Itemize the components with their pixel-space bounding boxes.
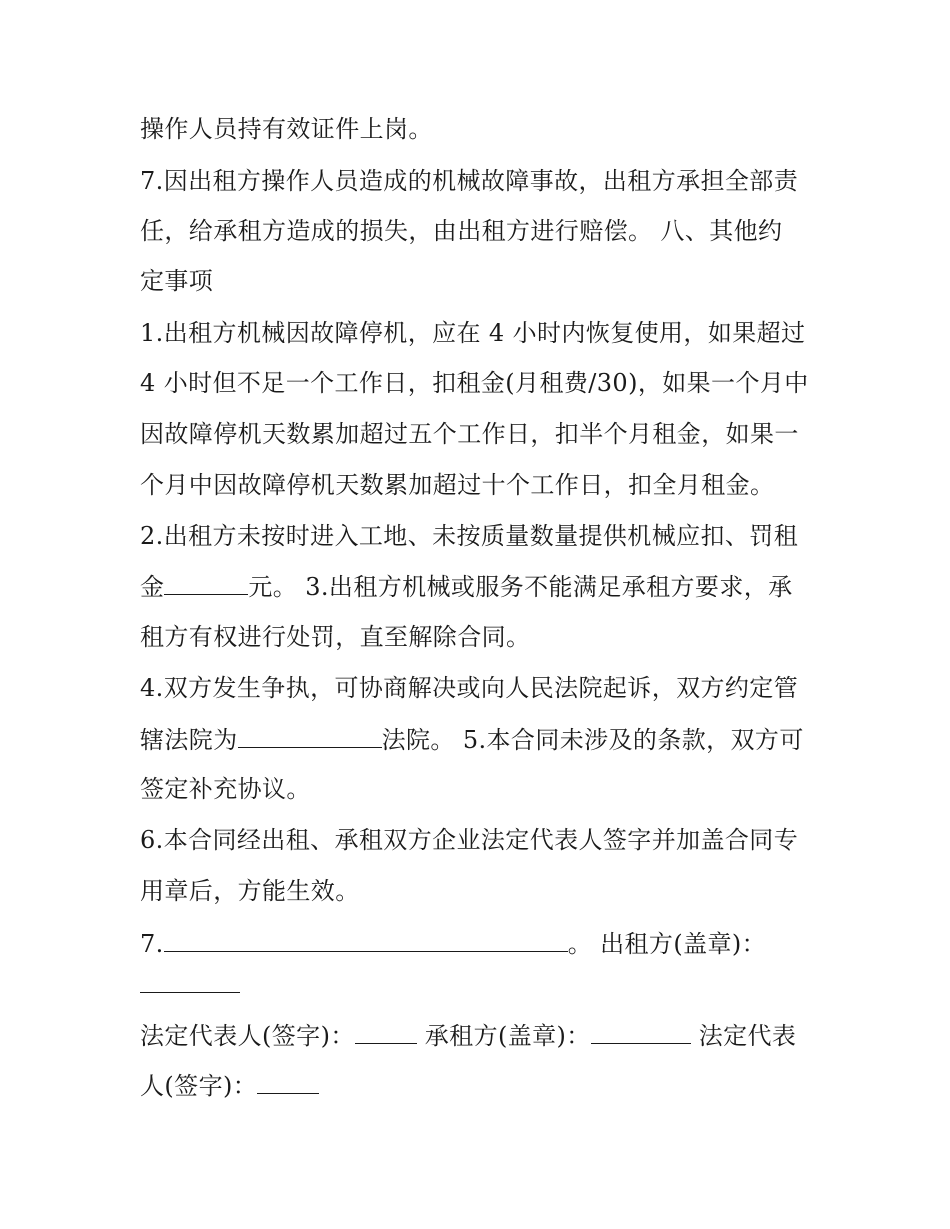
text-line: 签定补充协议。 bbox=[140, 775, 311, 803]
text-segment: 辖法院为 bbox=[140, 726, 238, 754]
text-segment: 。 出租方(盖章)： bbox=[567, 930, 767, 958]
text-line: 因故障停机天数累加超过五个工作日，扣半个月租金，如果一 bbox=[140, 420, 799, 448]
text-segment: 法院。 5.本合同未涉及的条款，双方可 bbox=[381, 726, 804, 754]
text-segment: 人(签字)： bbox=[140, 1072, 258, 1100]
text-line bbox=[140, 968, 240, 1001]
text-line: 操作人员持有效证件上岗。 bbox=[140, 115, 433, 143]
fill-in-blank bbox=[140, 968, 240, 993]
fill-in-blank bbox=[238, 723, 382, 748]
text-segment: 法定代表 bbox=[690, 1022, 797, 1050]
fill-in-blank bbox=[257, 1069, 319, 1094]
text-line: 2.出租方未按时进入工地、未按质量数量提供机械应扣、罚租 bbox=[140, 522, 799, 550]
text-line bbox=[140, 1069, 319, 1102]
text-segment: 元。 3.出租方机械或服务不能满足承租方要求，承 bbox=[248, 573, 793, 601]
text-segment: 7. bbox=[140, 930, 164, 958]
fill-in-blank bbox=[591, 1019, 691, 1044]
text-line: 6.本合同经出租、承租双方企业法定代表人签字并加盖合同专 bbox=[140, 826, 799, 854]
text-line bbox=[140, 927, 766, 960]
text-segment: 法定代表人(签字)： bbox=[140, 1022, 355, 1050]
text-line: 个月中因故障停机天数累加超过十个工作日，扣全月租金。 bbox=[140, 471, 775, 499]
text-line bbox=[140, 570, 793, 603]
text-segment: 承租方(盖章)： bbox=[416, 1022, 591, 1050]
text-line: 4.双方发生争执，可协商解决或向人民法院起诉，双方约定管 bbox=[140, 674, 799, 702]
fill-in-blank bbox=[164, 927, 568, 952]
text-line bbox=[140, 723, 804, 756]
text-line: 定事项 bbox=[140, 267, 214, 295]
text-line: 7.因出租方操作人员造成的机械故障事故，出租方承担全部责 bbox=[140, 167, 799, 195]
text-line: 1.出租方机械因故障停机，应在 4 小时内恢复使用，如果超过 bbox=[140, 319, 806, 347]
text-line: 任，给承租方造成的损失，由出租方进行赔偿。 八、其他约 bbox=[140, 217, 783, 245]
fill-in-blank bbox=[355, 1019, 417, 1044]
text-line bbox=[140, 1019, 796, 1052]
text-line: 租方有权进行处罚，直至解除合同。 bbox=[140, 623, 531, 651]
fill-in-blank bbox=[164, 570, 248, 595]
text-segment: 金 bbox=[140, 573, 165, 601]
text-line: 用章后，方能生效。 bbox=[140, 877, 360, 905]
text-line: 4 小时但不足一个工作日，扣租金(月租费/30)，如果一个月中 bbox=[140, 369, 809, 397]
